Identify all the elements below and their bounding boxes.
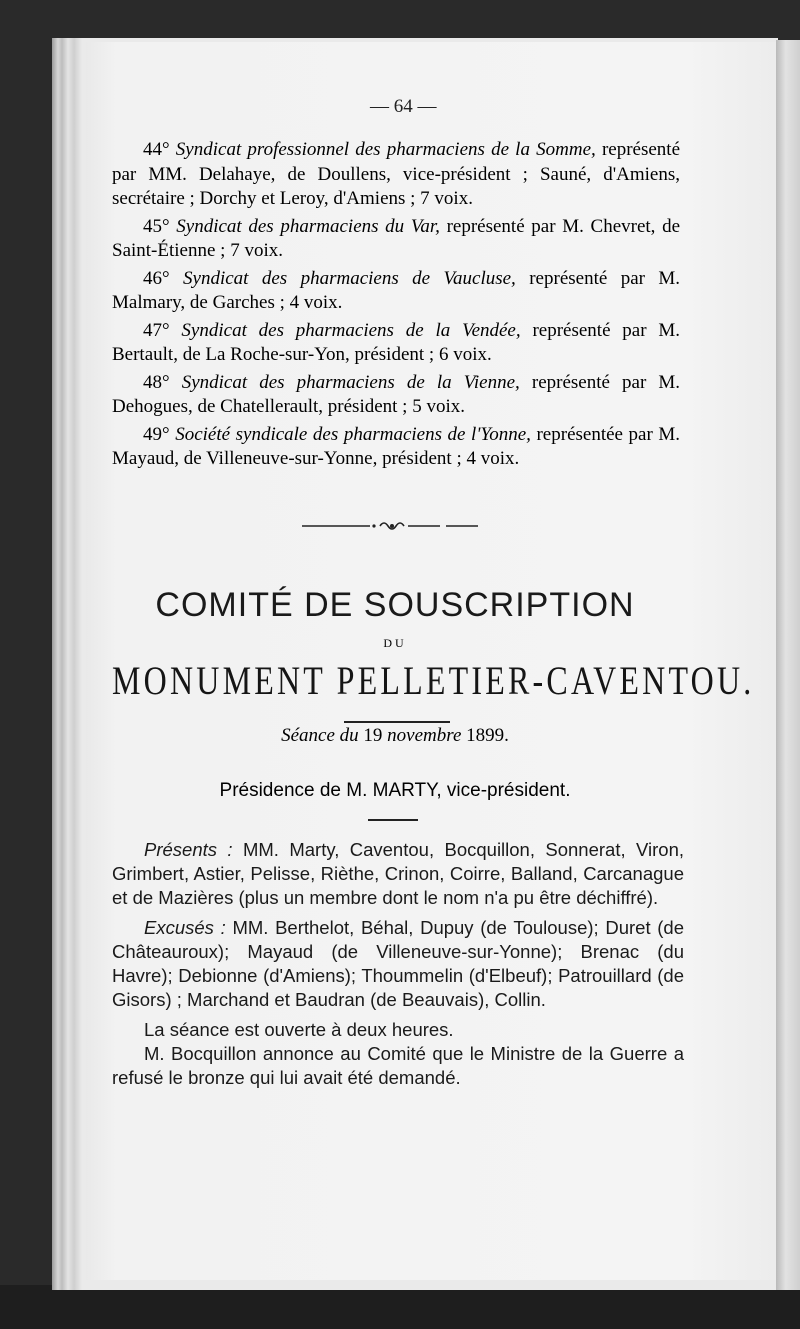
list-item: 44° Syndicat professionnel des pharmaciens de la Somme, représenté par MM. Delahaye, de Doullens, vice-président ; Sauné, d'Amiens, secrétaire ; Dorchy et Leroy, d'Amiens ; 7 voix.: [112, 139, 681, 209]
minutes-body: [112, 838, 684, 1096]
section-divider-ornament: [300, 517, 480, 535]
list-item: 49° Société syndicale des pharmaciens de l'Yonne, représentée par M. Mayaud, de Villeneuve-sur-Yonne, président ; 4 voix.: [112, 423, 681, 469]
presidence-rule: [368, 819, 418, 821]
excuses-paragraph: Excusés : MM. Berthelot, Béhal, Dupuy (de Toulouse); Duret (de Châteauroux); Mayaud (de Villeneuve-sur-Yonne); Brenac (du Havre); Debionne (d'Amiens); Thoummelin (d'Elbeuf); Patrouillard (de Gisors) ; Marchand et Baudran (de Beauvais), Collin.: [112, 917, 685, 1010]
list-item: 47° Syndicat des pharmaciens de la Vendée, représenté par M. Bertault, de La Roche-sur-Yon, président ; 6 voix.: [112, 319, 681, 365]
syndicate-list: [112, 138, 680, 475]
list-item: 46° Syndicat des pharmaciens de Vaucluse, représenté par M. Malmary, de Garches ; 4 voix.: [112, 267, 681, 313]
committee-heading: COMITÉ DE SOUSCRIPTION: [155, 586, 635, 624]
bocquillon-paragraph: M. Bocquillon annonce au Comité que le Ministre de la Guerre a refusé le bronze qui lui avait été demandé.: [112, 1043, 684, 1088]
list-item: 48° Syndicat des pharmaciens de la Vienne, représenté par M. Dehogues, de Chatellerault, président ; 5 voix.: [112, 371, 680, 417]
presents-paragraph: Présents : MM. Marty, Caventou, Bocquillon, Sonnerat, Viron, Grimbert, Astier, Pelisse, Rièthe, Crinon, Coirre, Balland, Carcanague et de Mazières (plus un membre dont le nom n'a pu être déchiffré).: [112, 839, 685, 908]
committee-heading-du: DU: [383, 636, 407, 650]
monument-heading: MONUMENT PELLETIER-CAVENTOU.: [112, 658, 755, 703]
presidence-line: Présidence de M. MARTY, vice-président.: [219, 780, 571, 801]
seance-date: Séance du 19 novembre 1899.: [281, 725, 509, 746]
list-item: 45° Syndicat des pharmaciens du Var, représenté par M. Chevret, de Saint-Étienne ; 7 voix.: [112, 215, 681, 261]
opening-paragraph: La séance est ouverte à deux heures.: [144, 1019, 454, 1040]
heading-rule: [344, 721, 450, 723]
facing-page-edge: [776, 40, 800, 1290]
scan-background: [0, 1285, 800, 1329]
page-number: — 64 —: [370, 96, 437, 117]
